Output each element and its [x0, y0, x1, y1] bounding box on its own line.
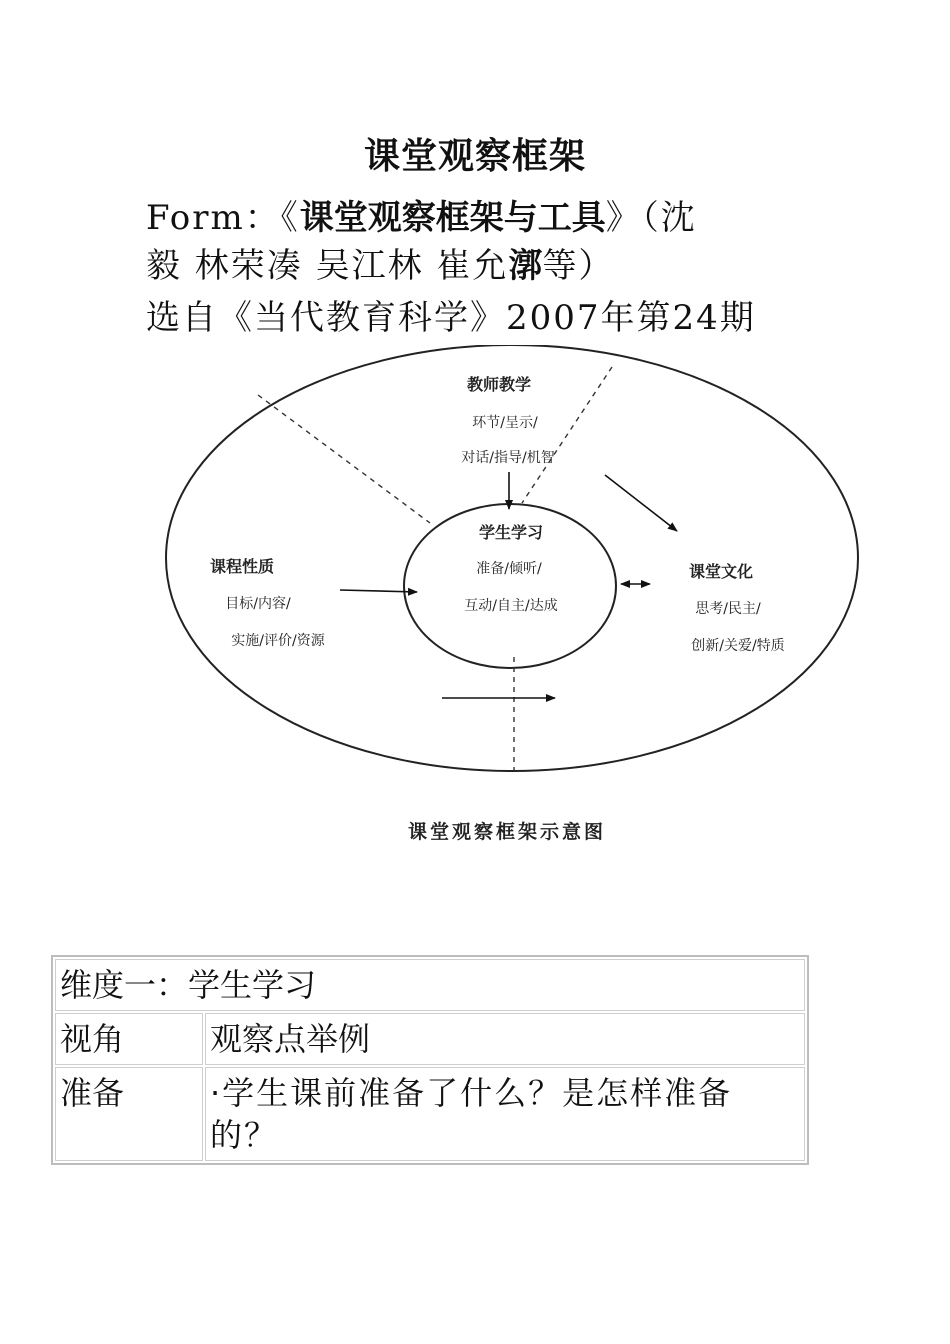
- table-row: [55, 1067, 805, 1161]
- culture-title: 课堂文化: [688, 562, 754, 581]
- table-header-row: [55, 959, 805, 1011]
- curriculum-line-2: 实施/评价/资源: [231, 633, 325, 649]
- divider-right: [522, 367, 612, 503]
- divider-left: [258, 395, 430, 523]
- culture-line-1: 思考/民主/: [695, 601, 761, 617]
- culture-line-2: 创新/关爱/特质: [691, 638, 785, 654]
- cell-observation-point: ·学生课前准备了什么？是怎样准备的？: [205, 1067, 805, 1161]
- authors: 毅 林荣凑 吴江林 崔允: [146, 246, 509, 286]
- student-line-2: 互动/自主/达成: [464, 598, 558, 614]
- source-suffix: 》（沈: [605, 198, 697, 238]
- curriculum-title: 课程性质: [209, 557, 275, 576]
- col-header-points: 观察点举例: [205, 1013, 805, 1065]
- table-column-headers: [55, 1013, 805, 1065]
- page-title: 课堂观察框架: [363, 136, 586, 177]
- source-line-1: [146, 190, 697, 239]
- source-line-3: 选自《当代教育科学》2007年第24期: [146, 298, 756, 338]
- authors-suffix: 等）: [542, 246, 615, 286]
- teacher-line-1: 环节/呈示/: [472, 415, 538, 431]
- diagram-caption: 课堂观察框架示意图: [407, 821, 607, 843]
- col-header-perspective: 视角: [55, 1013, 203, 1065]
- book-title: 课堂观察框架与工具: [299, 198, 606, 238]
- source-line-2: [146, 238, 614, 287]
- source-prefix: Form：《: [146, 198, 300, 238]
- teacher-line-2: 对话/指导/机智: [461, 450, 555, 466]
- student-line-1: 准备/倾听/: [476, 561, 542, 577]
- framework-diagram: [150, 345, 870, 845]
- author-char: 漷: [508, 246, 543, 286]
- teacher-title: 教师教学: [466, 375, 532, 394]
- dimension-header: 维度一：学生学习: [55, 959, 805, 1011]
- arrow-teacher-to-culture: [605, 475, 677, 531]
- cell-perspective: 准备: [55, 1067, 203, 1161]
- student-title: 学生学习: [478, 523, 544, 542]
- observation-table: [51, 955, 809, 1165]
- arrow-curriculum-to-student: [340, 590, 417, 592]
- curriculum-line-1: 目标/内容/: [225, 596, 291, 612]
